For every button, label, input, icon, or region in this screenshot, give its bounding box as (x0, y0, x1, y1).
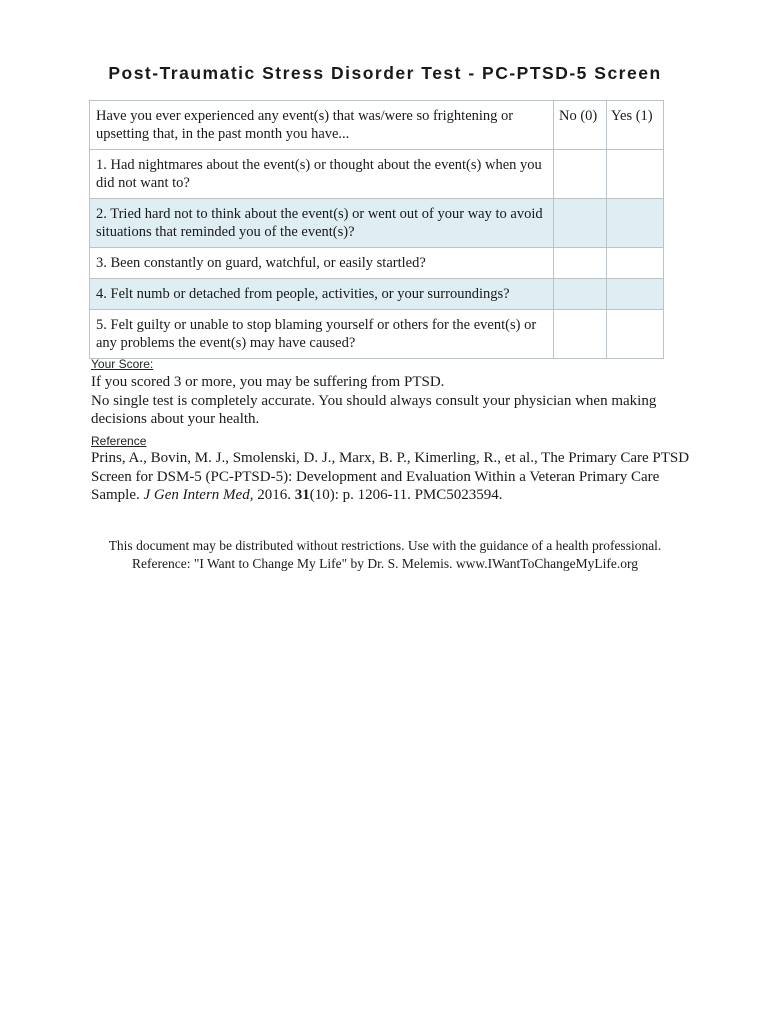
table-row (90, 150, 664, 199)
score-line-2: No single test is completely accurate. You should always consult your physician when making decisions about your health. (91, 392, 657, 427)
reference-label: Reference (91, 434, 147, 448)
table-header-row (90, 101, 664, 150)
score-label: Your Score: (91, 357, 154, 371)
score-text (91, 373, 691, 429)
question-intro: Have you ever experienced any event(s) that was/were so frightening or upsetting that, in the past month you have... (90, 101, 554, 150)
reference-volume: 31 (294, 487, 310, 503)
column-header-yes: Yes (1) (607, 101, 664, 150)
score-line-1: If you scored 3 or more, you may be suffering from PTSD. (91, 374, 445, 390)
screening-table (89, 100, 664, 359)
table-row (90, 279, 664, 310)
question-3: 3. Been constantly on guard, watchful, or easily startled? (90, 248, 554, 279)
table-row (90, 199, 664, 248)
table-row (90, 310, 664, 359)
reference-year: , 2016. (249, 487, 295, 503)
footer-line-2: Reference: "I Want to Change My Life" by Dr. S. Melemis. www.IWantToChangeMyLife.org (132, 556, 638, 571)
answer-no-4[interactable] (554, 279, 607, 310)
reference-issue-pages: (10): p. 1206-11. PMC5023594. (309, 487, 503, 503)
reference-authors: Prins, A., Bovin, M. J., Smolenski, D. J., Marx, B. P., Kimerling, R., et al., The Primary Care PTSD Screen for DSM-5 (PC-PTSD-5): Development and Evaluation Within a Veteran Primary Care Sample. (91, 450, 690, 503)
column-header-no: No (0) (554, 101, 607, 150)
footer-note (0, 537, 770, 573)
footer-line-1: This document may be distributed without restrictions. Use with the guidance of a health professional. (108, 538, 662, 553)
answer-yes-3[interactable] (607, 248, 664, 279)
question-5: 5. Felt guilty or unable to stop blaming yourself or others for the event(s) or any problems the event(s) may have caused? (90, 310, 554, 359)
question-4: 4. Felt numb or detached from people, activities, or your surroundings? (90, 279, 554, 310)
question-2: 2. Tried hard not to think about the event(s) or went out of your way to avoid situations that reminded you of the event(s)? (90, 199, 554, 248)
answer-yes-2[interactable] (607, 199, 664, 248)
answer-yes-5[interactable] (607, 310, 664, 359)
question-1: 1. Had nightmares about the event(s) or thought about the event(s) when you did not want to? (90, 150, 554, 199)
answer-yes-4[interactable] (607, 279, 664, 310)
answer-no-5[interactable] (554, 310, 607, 359)
answer-yes-1[interactable] (607, 150, 664, 199)
page-title: Post-Traumatic Stress Disorder Test - PC-PTSD-5 Screen (108, 63, 662, 83)
answer-no-2[interactable] (554, 199, 607, 248)
table-row (90, 248, 664, 279)
answer-no-3[interactable] (554, 248, 607, 279)
reference-citation (91, 449, 691, 505)
reference-journal: J Gen Intern Med (143, 487, 250, 503)
answer-no-1[interactable] (554, 150, 607, 199)
